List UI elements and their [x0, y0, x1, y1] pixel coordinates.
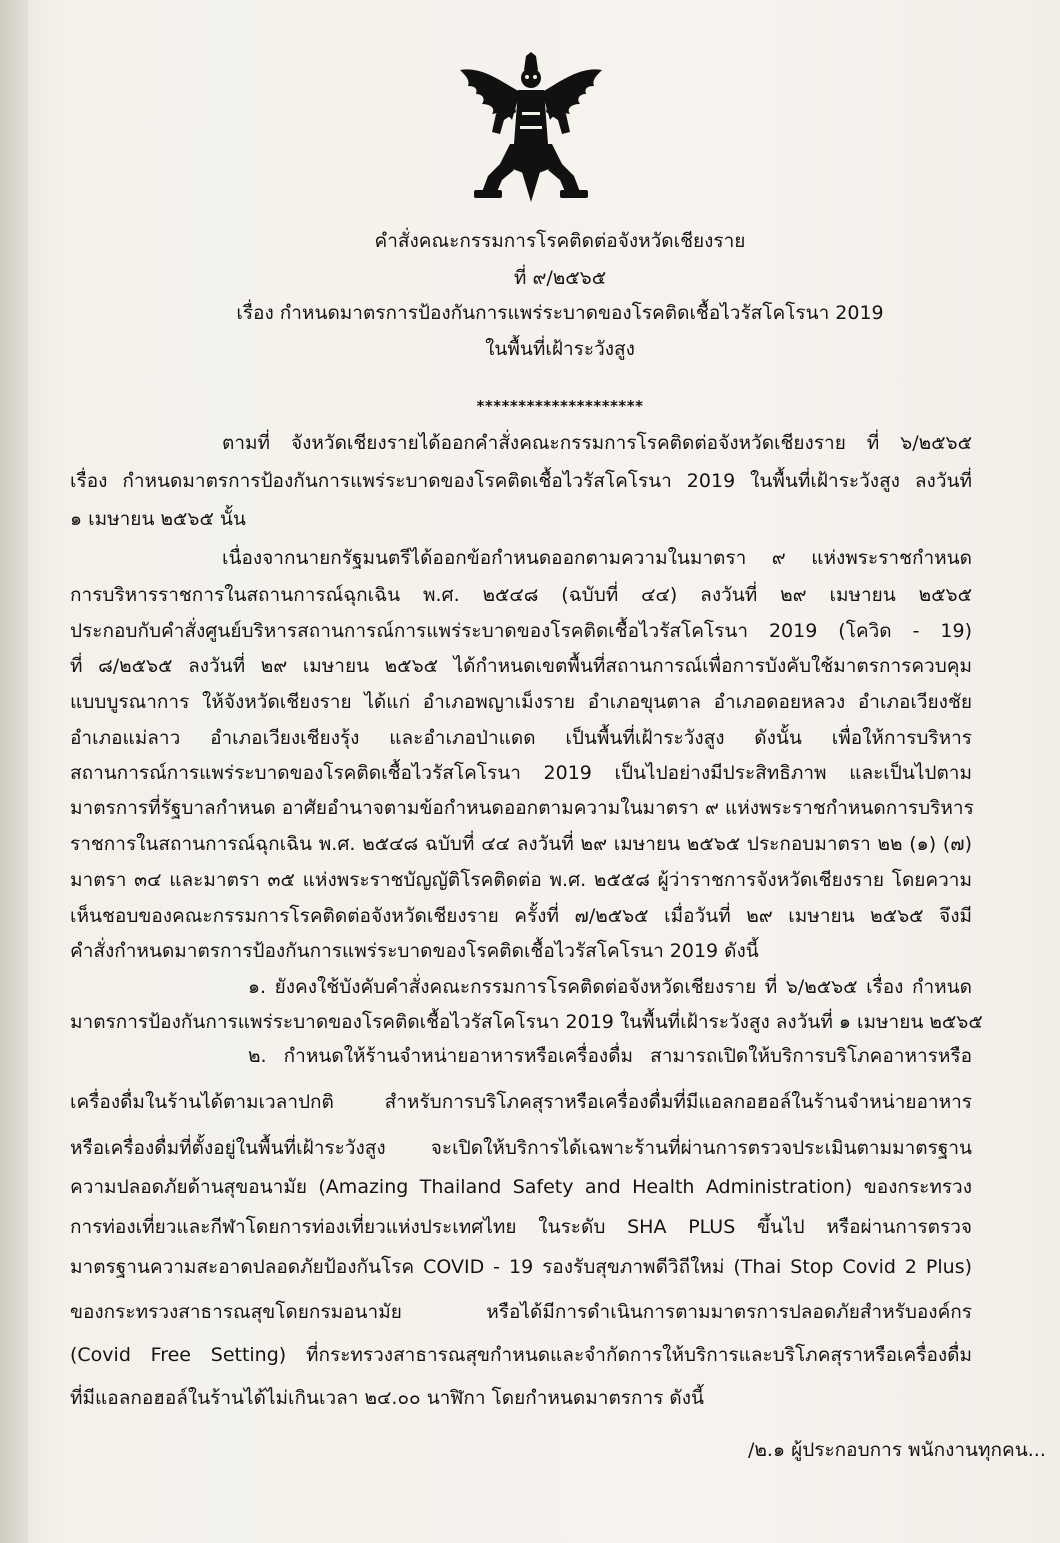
paragraph-2-line: ราชการในสถานการณ์ฉุกเฉิน พ.ศ. ๒๕๔๘ ฉบับที่ ๔๔ ลงวันที่ ๒๙ เมษายน ๒๕๖๕ ประกอบมาตรา ๒๒ (๑) (๗) [70, 833, 972, 855]
order-number: ที่ ๙/๒๕๖๕ [513, 267, 607, 289]
paragraph-2-line: ที่ ๘/๒๕๖๕ ลงวันที่ ๒๙ เมษายน ๒๕๖๕ ได้กำหนดเขตพื้นที่สถานการณ์เพื่อการบังคับใช้มาตรการควบคุม [70, 655, 972, 677]
item-2-line: การท่องเที่ยวและกีฬาโดยการท่องเที่ยวแห่งประเทศไทย ในระดับ SHA PLUS ขึ้นไป หรือผ่านการตรวจ [70, 1216, 972, 1238]
paragraph-2-line: ประกอบกับคำสั่งศูนย์บริหารสถานการณ์การแพร่ระบาดของโรคติดเชื้อไวรัสโคโรนา 2019 (โควิด - 19) [70, 620, 972, 642]
paragraph-2-line: คำสั่งกำหนดมาตรการป้องกันการแพร่ระบาดของโรคติดเชื้อไวรัสโคโรนา 2019 ดังนี้ [70, 940, 759, 962]
binding-edge [0, 0, 28, 1543]
item-2-line: (Covid Free Setting) ที่กระทรวงสาธารณสุขกำหนดและจำกัดการให้บริการและบริโภคสุราหรือเครื่องดื่ม [70, 1344, 972, 1366]
item-2-line: ความปลอดภัยด้านสุขอนามัย (Amazing Thailand Safety and Health Administration) ของกระทรวง [70, 1176, 972, 1198]
order-title: คำสั่งคณะกรรมการโรคติดต่อจังหวัดเชียงราย [374, 230, 746, 252]
continuation-note: /๒.๑ ผู้ประกอบการ พนักงานทุกคน... [748, 1439, 1046, 1461]
separator-stars: ******************** [476, 397, 644, 415]
paragraph-1-line: ๑ เมษายน ๒๕๖๕ นั้น [70, 508, 246, 530]
order-subject-line1: เรื่อง กำหนดมาตรการป้องกันการแพร่ระบาดของโรคติดเชื้อไวรัสโคโรนา 2019 [236, 302, 884, 324]
paragraph-2-line: มาตรการที่รัฐบาลกำหนด อาศัยอำนาจตามข้อกำหนดออกตามความในมาตรา ๙ แห่งพระราชกำหนดการบริหาร [70, 797, 974, 819]
item-2-line: ที่มีแอลกอฮอล์ในร้านได้ไม่เกินเวลา ๒๔.๐๐ นาฬิกา โดยกำหนดมาตรการ ดังนี้ [70, 1387, 705, 1409]
paragraph-1-line: ตามที่ จังหวัดเชียงรายได้ออกคำสั่งคณะกรรมการโรคติดต่อจังหวัดเชียงราย ที่ ๖/๒๕๖๕ [222, 432, 972, 454]
paragraph-2-line: อำเภอแม่ลาว อำเภอเวียงเชียงรุ้ง และอำเภอป่าแดด เป็นพื้นที่เฝ้าระวังสูง ดังนั้น เพื่อให้การบริหาร [70, 727, 972, 749]
item-2-line: เครื่องดื่มในร้านได้ตามเวลาปกติ สำหรับการบริโภคสุราหรือเครื่องดื่มที่มีแอลกอฮอล์ในร้านจำหน่ายอาหาร [70, 1091, 972, 1113]
paragraph-2-line: มาตรา ๓๔ และมาตรา ๓๕ แห่งพระราชบัญญัติโรคติดต่อ พ.ศ. ๒๕๕๘ ผู้ว่าราชการจังหวัดเชียงราย โดยความ [70, 869, 972, 891]
paragraph-2-line: แบบบูรณาการ ให้จังหวัดเชียงราย ได้แก่ อำเภอพญาเม็งราย อำเภอขุนตาล อำเภอดอยหลวง อำเภอเวียงชัย [70, 691, 972, 713]
item-2-line: หรือเครื่องดื่มที่ตั้งอยู่ในพื้นที่เฝ้าระวังสูง จะเปิดให้บริการได้เฉพาะร้านที่ผ่านการตรวจประเมินตามมาตรฐาน [70, 1137, 972, 1159]
item-1-line: ๑. ยังคงใช้บังคับคำสั่งคณะกรรมการโรคติดต่อจังหวัดเชียงราย ที่ ๖/๒๕๖๕ เรื่อง กำหนด [248, 976, 972, 998]
item-2-line: ๒. กำหนดให้ร้านจำหน่ายอาหารหรือเครื่องดื่ม สามารถเปิดให้บริการบริโภคอาหารหรือ [248, 1045, 972, 1067]
paragraph-1-line: เรื่อง กำหนดมาตรการป้องกันการแพร่ระบาดของโรคติดเชื้อไวรัสโคโรนา 2019 ในพื้นที่เฝ้าระวังสูง ลงวันที่ [70, 470, 972, 492]
item-2-line: มาตรฐานความสะอาดปลอดภัยป้องกันโรค COVID - 19 รองรับสุขภาพดีวิถีใหม่ (Thai Stop Covid 2 Plus) [70, 1256, 972, 1278]
paragraph-2-line: สถานการณ์การแพร่ระบาดของโรคติดเชื้อไวรัสโคโรนา 2019 เป็นไปอย่างมีประสิทธิภาพ และเป็นไปตาม [70, 762, 972, 784]
item-1-line: มาตรการป้องกันการแพร่ระบาดของโรคติดเชื้อไวรัสโคโรนา 2019 ในพื้นที่เฝ้าระวังสูง ลงวันที่ ๑ เมษายน ๒๕๖๕ [70, 1011, 983, 1033]
paragraph-2-line: เห็นชอบของคณะกรรมการโรคติดต่อจังหวัดเชียงราย ครั้งที่ ๗/๒๕๖๕ เมื่อวันที่ ๒๙ เมษายน ๒๕๖๕ จึงมี [70, 905, 972, 927]
garuda-emblem-icon [452, 52, 610, 202]
order-subject-line2: ในพื้นที่เฝ้าระวังสูง [485, 338, 635, 360]
paragraph-2-line: เนื่องจากนายกรัฐมนตรีได้ออกข้อกำหนดออกตามความในมาตรา ๙ แห่งพระราชกำหนด [222, 547, 972, 569]
item-2-line: ของกระทรวงสาธารณสุขโดยกรมอนามัย หรือได้มีการดำเนินการตามมาตรการปลอดภัยสำหรับองค์กร [70, 1301, 972, 1323]
paragraph-2-line: การบริหารราชการในสถานการณ์ฉุกเฉิน พ.ศ. ๒๕๔๘ (ฉบับที่ ๔๔) ลงวันที่ ๒๙ เมษายน ๒๕๖๕ [70, 584, 972, 606]
